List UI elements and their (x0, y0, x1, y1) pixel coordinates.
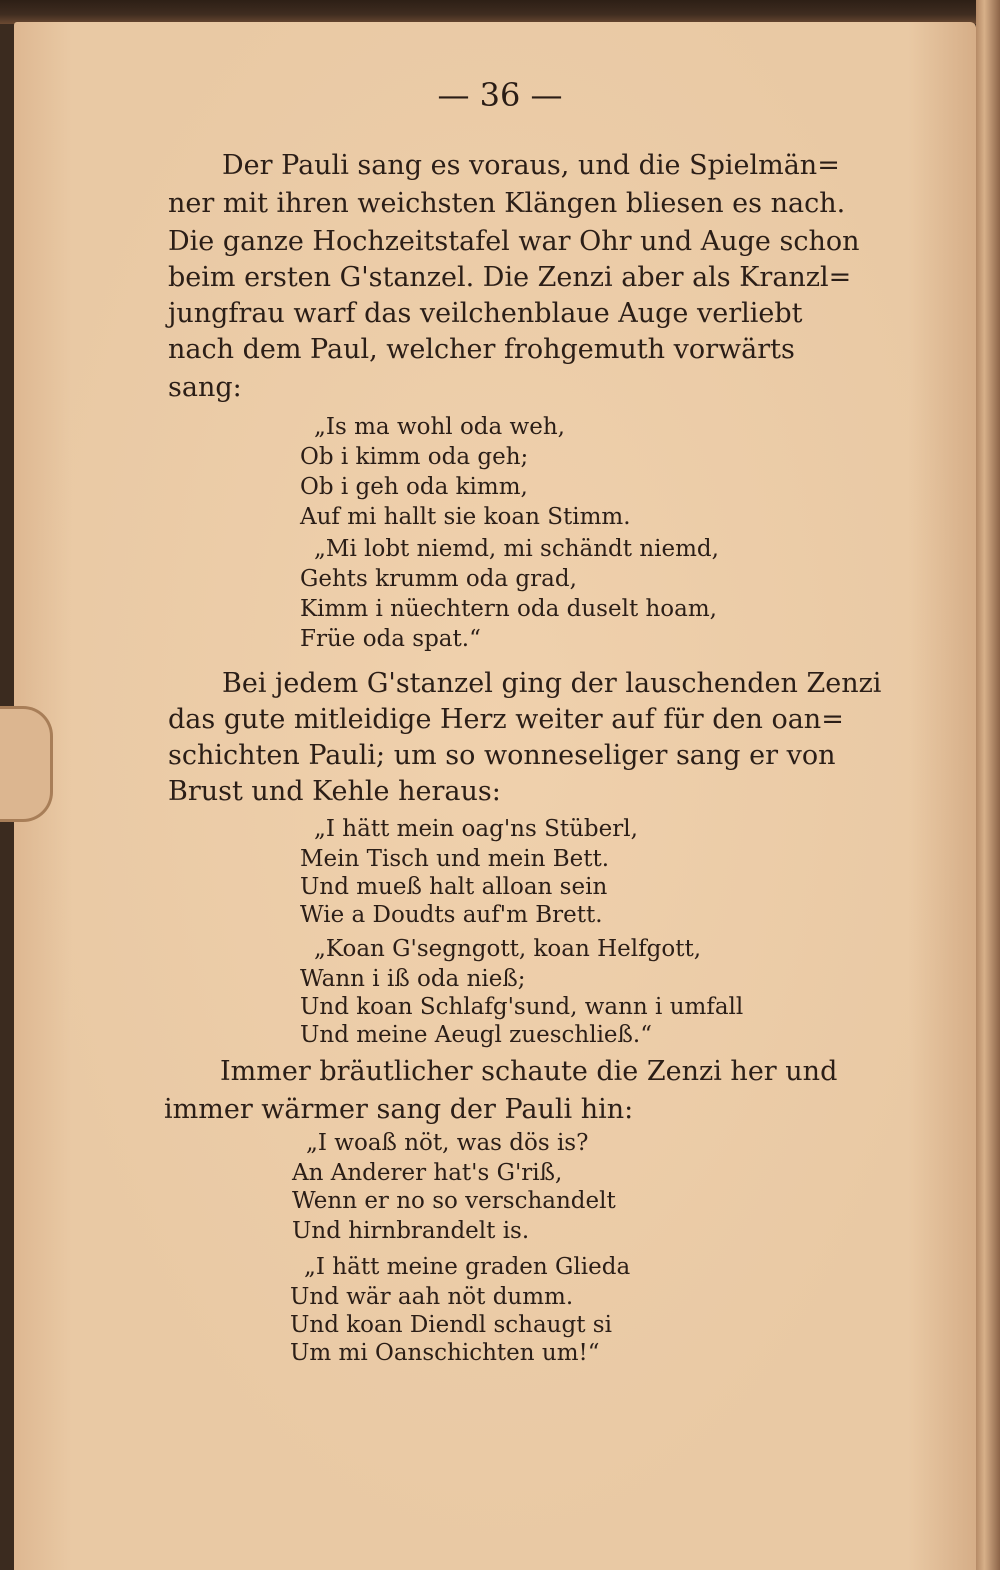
paragraph-line: Immer bräutlicher schaute die Zenzi her und (220, 1056, 838, 1087)
verse-line: Ob i kimm oda geh; (300, 444, 529, 470)
verse-line: „I woaß nöt, was dös is? (306, 1130, 589, 1156)
paragraph-line: immer wärmer sang der Pauli hin: (164, 1094, 634, 1125)
verse-line: Und koan Schlafg'sund, wann i umfall (300, 994, 744, 1020)
verse-line: Auf mi hallt sie koan Stimm. (300, 504, 631, 530)
paragraph-line: Bei jedem G'stanzel ging der lauschenden Zenzi (222, 668, 882, 699)
paragraph-line: schichten Pauli; um so wonneseliger sang er von (168, 740, 836, 771)
verse-line: „Is ma wohl oda weh, (314, 414, 565, 440)
verse-line: Früe oda spat.“ (300, 626, 481, 652)
paragraph-line: nach dem Paul, welcher frohgemuth vorwärts (168, 334, 795, 365)
verse-line: Wann i iß oda nieß; (300, 966, 526, 992)
verse-line: „Mi lobt niemd, mi schändt niemd, (314, 536, 719, 562)
verse-line: Wie a Doudts auf'm Brett. (300, 902, 603, 928)
paragraph-line: ner mit ihren weichsten Klängen bliesen es nach. (168, 188, 846, 219)
verse-line: Mein Tisch und mein Bett. (300, 846, 610, 872)
clip-tab (0, 706, 53, 822)
verse-line: Kimm i nüechtern oda duselt hoam, (300, 596, 717, 622)
paragraph-line: jungfrau warf das veilchenblaue Auge verliebt (168, 298, 803, 329)
verse-line: Und koan Diendl schaugt si (290, 1312, 612, 1338)
verse-line: Gehts krumm oda grad, (300, 566, 577, 592)
verse-line: „I hätt mein oag'ns Stüberl, (314, 816, 638, 842)
paragraph-line: Brust und Kehle heraus: (168, 776, 501, 807)
verse-line: „I hätt meine graden Glieda (304, 1254, 631, 1280)
paragraph-line: beim ersten G'stanzel. Die Zenzi aber als Kranzl= (168, 262, 852, 293)
verse-line: An Anderer hat's G'riß, (292, 1160, 563, 1186)
book-top-edge (0, 0, 1000, 24)
verse-line: Ob i geh oda kimm, (300, 474, 528, 500)
verse-line: Und meine Aeugl zueschließ.“ (300, 1022, 652, 1048)
paragraph-line: das gute mitleidige Herz weiter auf für den oan= (168, 704, 844, 735)
verse-line: Um mi Oanschichten um!“ (290, 1340, 600, 1366)
paragraph-line: Der Pauli sang es voraus, und die Spielmän= (222, 150, 840, 181)
verse-line: Und mueß halt alloan sein (300, 874, 608, 900)
verse-line: Wenn er no so verschandelt (292, 1188, 616, 1214)
paragraph-line: sang: (168, 372, 242, 403)
verse-line: Und hirnbrandelt is. (292, 1218, 530, 1244)
verse-line: „Koan G'segngott, koan Helfgott, (314, 936, 702, 962)
verse-line: Und wär aah nöt dumm. (290, 1284, 574, 1310)
paragraph-line: Die ganze Hochzeitstafel war Ohr und Auge schon (168, 226, 860, 257)
book-fore-edge (976, 0, 1000, 1570)
page-number: — 36 — (437, 76, 563, 114)
verse-6 (290, 1254, 631, 1410)
